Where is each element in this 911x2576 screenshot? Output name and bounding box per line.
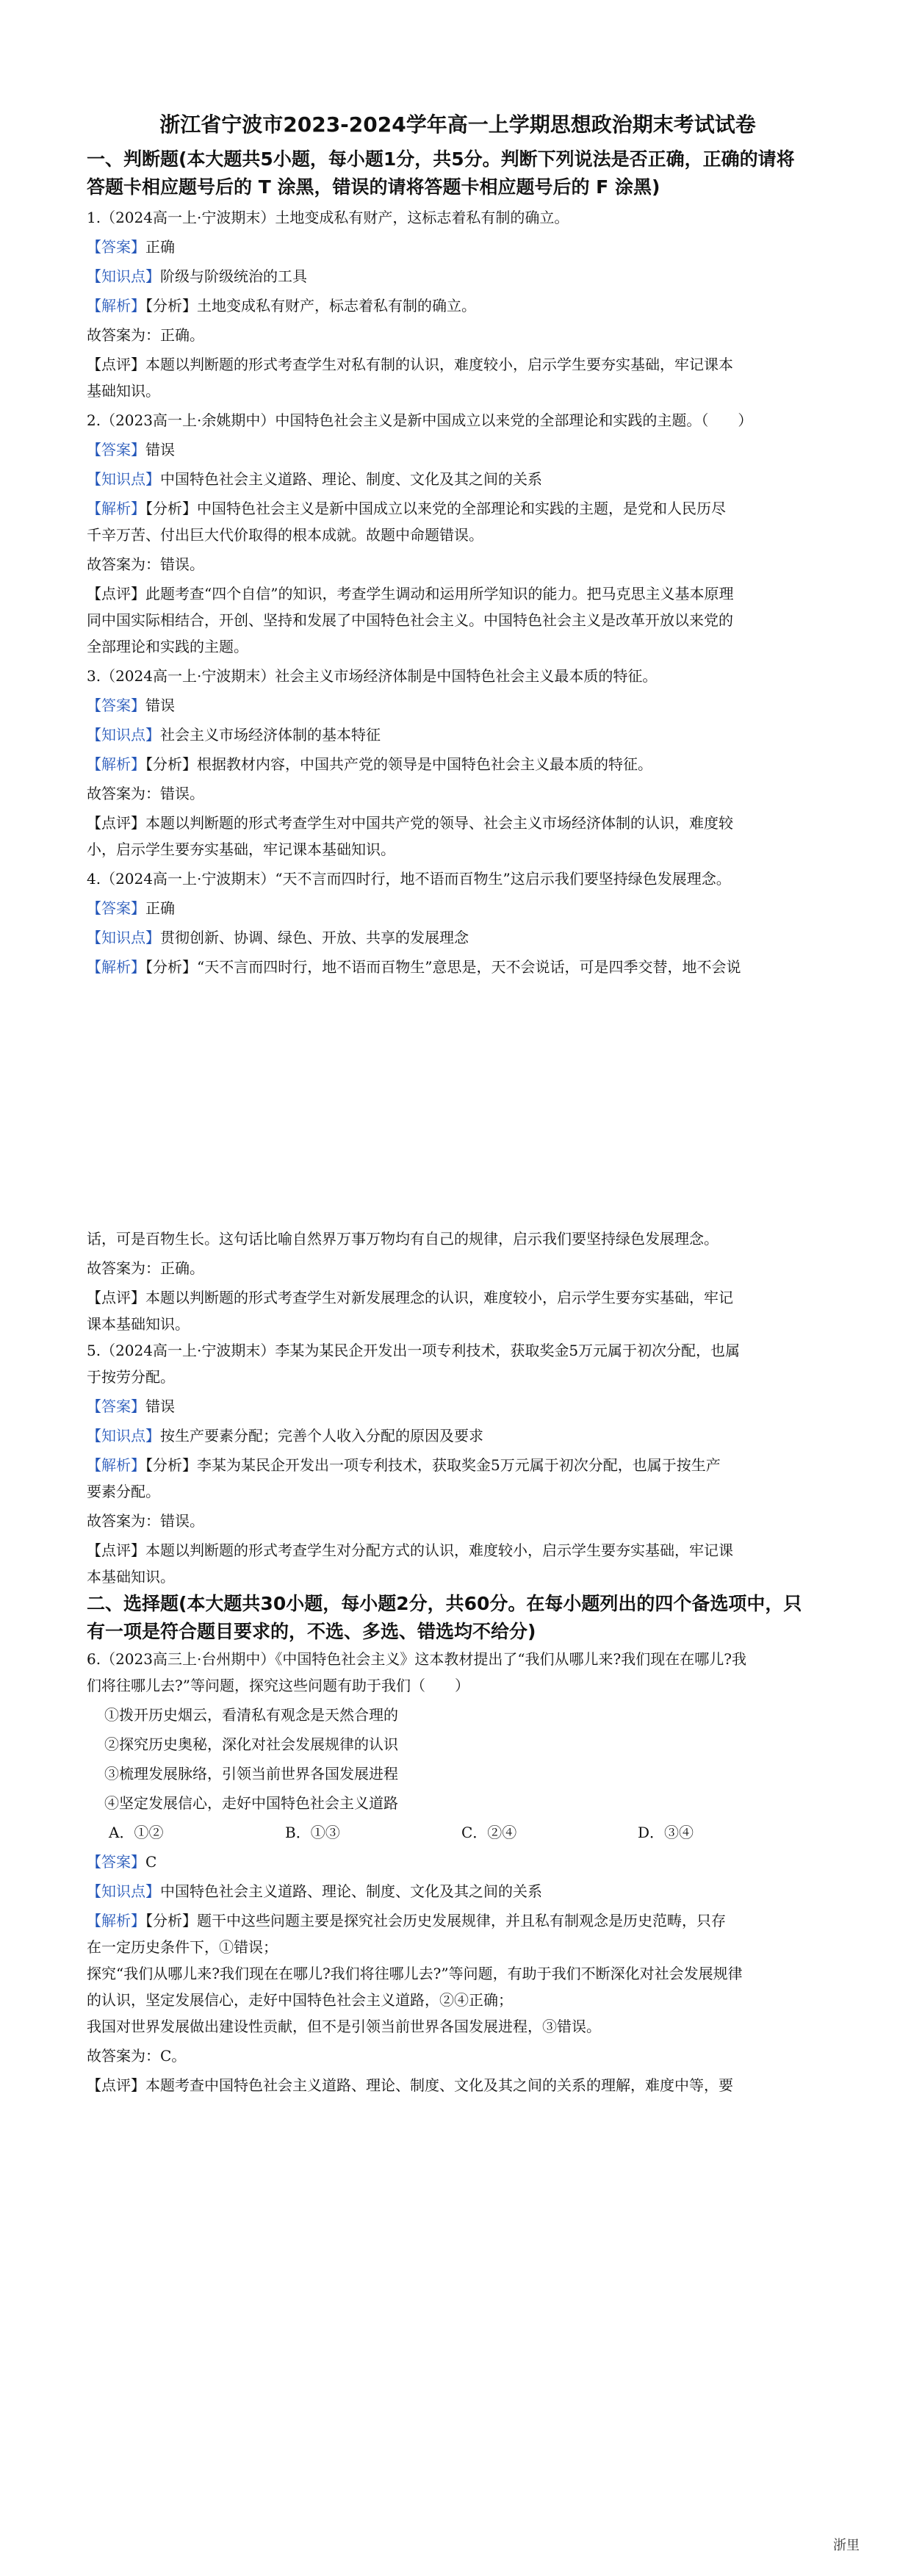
page-break-gap <box>87 982 829 1224</box>
analysis-tag: 【解析】 <box>87 958 145 976</box>
question-2 <box>87 409 829 658</box>
comment-tag: 【点评】 <box>87 1289 145 1306</box>
question-4-answer: 正确 <box>145 899 175 917</box>
page-footer: 浙里 <box>833 2538 860 2553</box>
comment-tag: 【点评】 <box>87 585 145 602</box>
answer-tag: 【答案】 <box>87 1853 145 1871</box>
question-6-knowledge: 中国特色社会主义道路、理论、制度、文化及其之间的关系 <box>160 1882 542 1900</box>
question-6-stem-1: 6.（2023高三上·台州期中）《中国特色社会主义》这本教材提出了“我们从哪儿来?我们现在在哪儿?我 <box>87 1650 747 1668</box>
question-3 <box>87 664 829 861</box>
question-6-option-2: ②探究历史奥秘，深化对社会发展规律的认识 <box>104 1735 398 1753</box>
question-2-analysis-2: 千辛万苦、付出巨大代价取得的根本成就。故题中命题错误。 <box>87 526 483 544</box>
knowledge-tag: 【知识点】 <box>87 1882 160 1900</box>
document-title: 浙江省宁波市2023-2024学年高一上学期思想政治期末考试试卷 <box>159 112 756 137</box>
knowledge-tag: 【知识点】 <box>87 1427 160 1444</box>
question-6-answer: C <box>145 1853 157 1871</box>
question-6-option-1: ①拨开历史烟云，看清私有观念是天然合理的 <box>104 1706 398 1724</box>
analysis-tag: 【解析】 <box>87 1912 145 1929</box>
question-6-analysis-2: 在一定历史条件下，①错误； <box>87 1938 278 1956</box>
choice-c: C．②④ <box>461 1824 517 1841</box>
answer-tag: 【答案】 <box>87 697 145 714</box>
choice-b: B．①③ <box>285 1824 340 1841</box>
section-1-heading-line-2: 答题卡相应题号后的 T 涂黑，错误的请将答题卡相应题号后的 F 涂黑) <box>87 176 660 198</box>
question-2-analysis-1: 【分析】中国特色社会主义是新中国成立以来党的全部理论和实践的主题，是党和人民历尽 <box>145 500 726 517</box>
question-4-comment-2: 课本基础知识。 <box>87 1315 190 1333</box>
question-6-comment-1: 本题考查中国特色社会主义道路、理论、制度、文化及其之间的关系的理解，难度中等，要 <box>145 2076 733 2094</box>
question-6-stem-2: 们将往哪儿去?”等问题，探究这些问题有助于我们（ ） <box>87 1677 469 1694</box>
knowledge-tag: 【知识点】 <box>87 267 160 285</box>
question-5-conclusion: 故答案为：错误。 <box>87 1512 204 1530</box>
question-6-choices <box>87 1821 829 1844</box>
choice-a: A．①② <box>109 1824 164 1841</box>
question-5-analysis-1: 【分析】李某为某民企开发出一项专利技术，获取奖金5万元属于初次分配，也属于按生产 <box>145 1456 721 1474</box>
question-6-option-4: ④坚定发展信心，走好中国特色社会主义道路 <box>104 1794 398 1812</box>
question-3-comment-2: 小，启示学生要夯实基础，牢记课本基础知识。 <box>87 841 395 858</box>
question-1-comment-2: 基础知识。 <box>87 382 160 400</box>
question-6-option-3: ③梳理发展脉络，引领当前世界各国发展进程 <box>104 1765 398 1782</box>
analysis-tag: 【解析】 <box>87 297 145 314</box>
answer-tag: 【答案】 <box>87 899 145 917</box>
question-6-analysis-4: 的认识，坚定发展信心，走好中国特色社会主义道路，②④正确； <box>87 1991 513 2009</box>
question-4-stem: 4.（2024高一上·宁波期末）“天不言而四时行，地不语而百物生”这启示我们要坚持绿色发展理念。 <box>87 870 731 888</box>
question-1-knowledge: 阶级与阶级统治的工具 <box>160 267 307 285</box>
knowledge-tag: 【知识点】 <box>87 929 160 946</box>
answer-tag: 【答案】 <box>87 441 145 458</box>
question-3-knowledge: 社会主义市场经济体制的基本特征 <box>160 726 381 744</box>
question-2-conclusion: 故答案为：错误。 <box>87 555 204 573</box>
question-5-stem-1: 5.（2024高一上·宁波期末）李某为某民企开发出一项专利技术，获取奖金5万元属于初次分配，也属 <box>87 1342 741 1359</box>
analysis-tag: 【解析】 <box>87 755 145 773</box>
analysis-tag: 【解析】 <box>87 500 145 517</box>
question-6 <box>87 1647 829 2097</box>
question-6-conclusion: 故答案为：C。 <box>87 2047 187 2065</box>
question-4-analysis-1: 【分析】“天不言而四时行，地不语而百物生”意思是，天不会说话，可是四季交替，地不会说 <box>145 958 741 976</box>
question-3-comment-1: 本题以判断题的形式考查学生对中国共产党的领导、社会主义市场经济体制的认识，难度较 <box>145 814 733 832</box>
question-3-answer: 错误 <box>145 697 175 714</box>
section-1-heading-line-1: 一、判断题(本大题共5小题，每小题1分，共5分。判断下列说法是否正确，正确的请将 <box>87 148 795 170</box>
question-3-stem: 3.（2024高一上·宁波期末）社会主义市场经济体制是中国特色社会主义最本质的特征。 <box>87 667 658 685</box>
knowledge-tag: 【知识点】 <box>87 726 160 744</box>
section-2 <box>87 1591 829 1644</box>
question-3-analysis: 【分析】根据教材内容，中国共产党的领导是中国特色社会主义最本质的特征。 <box>145 755 652 773</box>
question-6-analysis-3: 探究“我们从哪儿来?我们现在在哪儿?我们将往哪儿去?”等问题，有助于我们不断深化对社会发展规律 <box>87 1965 743 1982</box>
question-1-answer: 正确 <box>145 238 175 256</box>
question-2-stem: 2.（2023高一上·余姚期中）中国特色社会主义是新中国成立以来党的全部理论和实践的主题。（ ） <box>87 411 753 429</box>
question-5-comment-1: 本题以判断题的形式考查学生对分配方式的认识，难度较小，启示学生要夯实基础，牢记课 <box>145 1541 733 1559</box>
answer-tag: 【答案】 <box>87 238 145 256</box>
question-1-analysis: 【分析】土地变成私有财产，标志着私有制的确立。 <box>145 297 476 314</box>
question-5-answer: 错误 <box>145 1397 175 1415</box>
question-2-answer: 错误 <box>145 441 175 458</box>
question-1-comment-1: 本题以判断题的形式考查学生对私有制的认识，难度较小，启示学生要夯实基础，牢记课本 <box>145 356 733 373</box>
choice-d: D．③④ <box>638 1824 694 1841</box>
document-body <box>87 110 829 2100</box>
analysis-tag: 【解析】 <box>87 1456 145 1474</box>
section-2-heading-line-2: 有一项是符合题目要求的，不选、多选、错选均不给分) <box>87 1621 536 1642</box>
question-2-comment-2: 同中国实际相结合，开创、坚持和发展了中国特色社会主义。中国特色社会主义是改革开放以来党的 <box>87 611 733 629</box>
comment-tag: 【点评】 <box>87 814 145 832</box>
question-3-conclusion: 故答案为：错误。 <box>87 785 204 802</box>
question-4-comment-1: 本题以判断题的形式考查学生对新发展理念的认识，难度较小，启示学生要夯实基础，牢记 <box>145 1289 733 1306</box>
question-2-knowledge: 中国特色社会主义道路、理论、制度、文化及其之间的关系 <box>160 470 542 488</box>
answer-tag: 【答案】 <box>87 1397 145 1415</box>
comment-tag: 【点评】 <box>87 2076 145 2094</box>
knowledge-tag: 【知识点】 <box>87 470 160 488</box>
section-2-heading-line-1: 二、选择题(本大题共30小题，每小题2分，共60分。在每小题列出的四个备选项中，只 <box>87 1593 802 1614</box>
question-2-comment-1: 此题考查“四个自信”的知识，考查学生调动和运用所学知识的能力。把马克思主义基本原理 <box>145 585 734 602</box>
question-1-stem: 1.（2024高一上·宁波期末）土地变成私有财产，这标志着私有制的确立。 <box>87 209 569 226</box>
question-4-conclusion: 故答案为：正确。 <box>87 1259 204 1277</box>
question-5-comment-2: 本基础知识。 <box>87 1568 175 1586</box>
question-5 <box>87 1339 829 1589</box>
question-5-analysis-2: 要素分配。 <box>87 1483 160 1500</box>
question-5-stem-2: 于按劳分配。 <box>87 1368 175 1386</box>
question-1-conclusion: 故答案为：正确。 <box>87 326 204 344</box>
question-6-analysis-1: 【分析】题干中这些问题主要是探究社会历史发展规律，并且私有制观念是历史范畴，只存 <box>145 1912 726 1929</box>
question-2-comment-3: 全部理论和实践的主题。 <box>87 638 248 655</box>
question-1 <box>87 206 829 403</box>
question-6-analysis-5: 我国对世界发展做出建设性贡献，但不是引领当前世界各国发展进程，③错误。 <box>87 2018 601 2035</box>
section-1 <box>87 147 829 200</box>
question-4 <box>87 867 829 1336</box>
question-5-knowledge: 按生产要素分配；完善个人收入分配的原因及要求 <box>160 1427 483 1444</box>
question-4-knowledge: 贯彻创新、协调、绿色、开放、共享的发展理念 <box>160 929 469 946</box>
question-4-analysis-2: 话，可是百物生长。这句话比喻自然界万事万物均有自己的规律，启示我们要坚持绿色发展理念。 <box>87 1230 719 1248</box>
comment-tag: 【点评】 <box>87 1541 145 1559</box>
comment-tag: 【点评】 <box>87 356 145 373</box>
